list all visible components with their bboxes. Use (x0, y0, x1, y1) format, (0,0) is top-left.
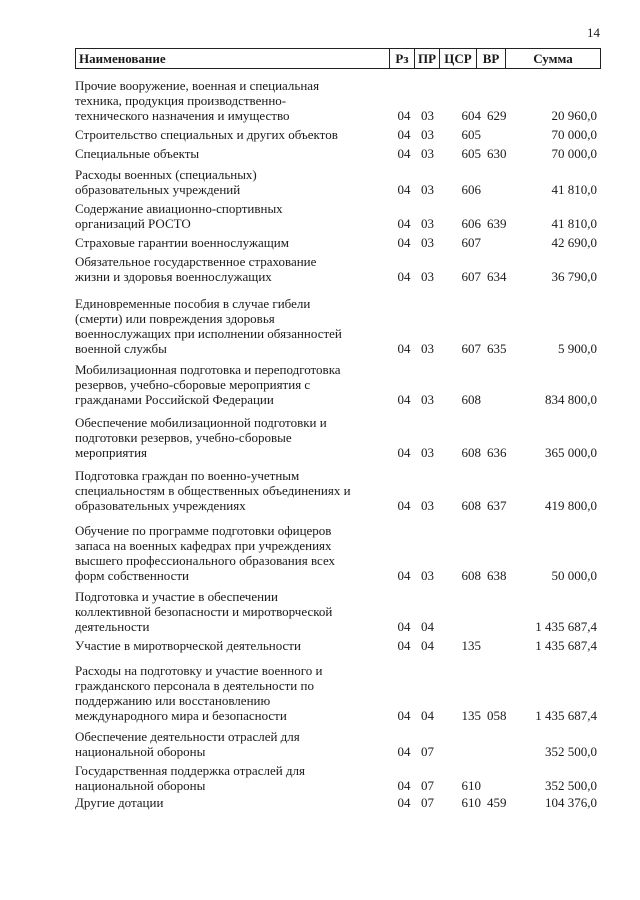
cell-sum: 1 435 687,4 (535, 708, 597, 723)
table-row (75, 589, 601, 634)
cell-pr: 04 (421, 619, 434, 634)
cell-pr: 04 (421, 638, 434, 653)
table-row (75, 729, 601, 759)
cell-rz: 04 (397, 341, 411, 356)
cell-csr: 607 (461, 341, 481, 356)
cell-pr: 04 (421, 708, 434, 723)
cell-sum: 20 960,0 (551, 108, 597, 123)
cell-rz: 04 (397, 392, 411, 407)
table-row (75, 763, 601, 793)
table-row (75, 415, 601, 460)
header-csr: ЦСР (439, 49, 476, 68)
cell-csr: 605 (461, 127, 481, 142)
cell-name: Государственная поддержка отраслей для национальной обороны (75, 763, 306, 793)
cell-vr: 636 (487, 445, 507, 460)
cell-rz: 04 (397, 778, 411, 793)
cell-rz: 04 (397, 744, 411, 759)
cell-csr: 608 (461, 568, 481, 583)
cell-pr: 03 (421, 182, 434, 197)
cell-sum: 50 000,0 (551, 568, 597, 583)
table-row (75, 201, 601, 231)
cell-vr: 637 (487, 498, 507, 513)
cell-csr: 135 (461, 708, 481, 723)
cell-name: Страховые гарантии военнослужащим (75, 235, 289, 250)
cell-sum: 42 690,0 (551, 235, 597, 250)
cell-name: Содержание авиационно-спортивных организаций РОСТО (75, 201, 283, 231)
cell-sum: 834 800,0 (545, 392, 597, 407)
cell-rz: 04 (397, 235, 411, 250)
table-row (75, 167, 601, 197)
header-rz: Рз (389, 49, 414, 68)
cell-vr: 639 (487, 216, 507, 231)
cell-sum: 1 435 687,4 (535, 619, 597, 634)
cell-vr: 630 (487, 146, 507, 161)
cell-sum: 1 435 687,4 (535, 638, 597, 653)
table-row (75, 663, 601, 723)
table-row (75, 795, 601, 810)
cell-name: Другие дотации (75, 795, 164, 810)
header-pr: ПР (414, 49, 439, 68)
cell-vr: 635 (487, 341, 507, 356)
cell-name: Обучение по программе подготовки офицеров запаса на военных кафедрах при учреждениях высшего профессионального образования всех форм собственности (75, 523, 336, 583)
cell-sum: 70 000,0 (551, 146, 597, 161)
table-row (75, 146, 601, 161)
table-row (75, 638, 601, 653)
table-row (75, 296, 601, 356)
cell-sum: 5 900,0 (558, 341, 597, 356)
table-row (75, 362, 601, 407)
cell-rz: 04 (397, 216, 411, 231)
cell-csr: 607 (461, 235, 481, 250)
cell-rz: 04 (397, 127, 411, 142)
cell-rz: 04 (397, 146, 411, 161)
cell-pr: 03 (421, 341, 434, 356)
cell-csr: 604 (461, 108, 481, 123)
cell-pr: 07 (421, 795, 434, 810)
cell-sum: 419 800,0 (545, 498, 597, 513)
header-name: Наименование (79, 50, 166, 66)
table-header (75, 48, 601, 69)
cell-rz: 04 (397, 445, 411, 460)
cell-name: Мобилизационная подготовка и переподготовка резервов, учебно-сборовые мероприятия с гражданами Российской Федерации (75, 362, 341, 407)
table-row (75, 254, 601, 284)
cell-vr: 629 (487, 108, 507, 123)
cell-name: Обеспечение деятельности отраслей для национальной обороны (75, 729, 300, 759)
cell-sum: 352 500,0 (545, 778, 597, 793)
cell-pr: 03 (421, 392, 434, 407)
cell-csr: 608 (461, 498, 481, 513)
cell-pr: 03 (421, 127, 434, 142)
cell-csr: 606 (461, 216, 481, 231)
cell-rz: 04 (397, 638, 411, 653)
cell-rz: 04 (397, 568, 411, 583)
cell-name: Прочие вооружение, военная и специальная техника, продукция производственно- технического назначения и имущество (75, 78, 320, 123)
cell-pr: 03 (421, 235, 434, 250)
cell-pr: 03 (421, 216, 434, 231)
cell-name: Расходы на подготовку и участие военного и гражданского персонала в деятельности по поддержанию или восстановлению международного мира и безопасности (75, 663, 323, 723)
header-vr: ВР (476, 49, 505, 68)
cell-csr: 610 (461, 795, 481, 810)
cell-name: Подготовка граждан по военно-учетным специальностям в общественных объединениях и образовательных учреждениях (75, 468, 351, 513)
table-row (75, 235, 601, 250)
cell-csr: 135 (461, 638, 481, 653)
table-row (75, 78, 601, 123)
cell-pr: 03 (421, 269, 434, 284)
table-body (75, 74, 601, 810)
table-row (75, 523, 601, 583)
cell-pr: 07 (421, 778, 434, 793)
cell-csr: 606 (461, 182, 481, 197)
cell-sum: 36 790,0 (551, 269, 597, 284)
cell-rz: 04 (397, 108, 411, 123)
cell-sum: 70 000,0 (551, 127, 597, 142)
cell-vr: 638 (487, 568, 507, 583)
cell-rz: 04 (397, 182, 411, 197)
cell-csr: 605 (461, 146, 481, 161)
cell-csr: 607 (461, 269, 481, 284)
cell-name: Строительство специальных и других объектов (75, 127, 338, 142)
cell-pr: 03 (421, 568, 434, 583)
cell-name: Единовременные пособия в случае гибели (смерти) или повреждения здоровья военнослужащих при исполнении обязанностей военной службы (75, 296, 342, 356)
cell-csr: 608 (461, 445, 481, 460)
cell-sum: 352 500,0 (545, 744, 597, 759)
cell-pr: 03 (421, 498, 434, 513)
cell-sum: 365 000,0 (545, 445, 597, 460)
cell-vr: 634 (487, 269, 507, 284)
cell-rz: 04 (397, 498, 411, 513)
header-sum: Сумма (505, 49, 600, 68)
table-row (75, 468, 601, 513)
cell-csr: 610 (461, 778, 481, 793)
cell-name: Специальные объекты (75, 146, 200, 161)
cell-csr: 608 (461, 392, 481, 407)
cell-name: Подготовка и участие в обеспечении коллективной безопасности и миротворческой деятельности (75, 589, 333, 634)
cell-rz: 04 (397, 708, 411, 723)
cell-pr: 07 (421, 744, 434, 759)
cell-sum: 104 376,0 (545, 795, 597, 810)
cell-vr: 058 (487, 708, 507, 723)
table-row (75, 127, 601, 142)
cell-pr: 03 (421, 146, 434, 161)
cell-sum: 41 810,0 (551, 216, 597, 231)
cell-pr: 03 (421, 445, 434, 460)
cell-sum: 41 810,0 (551, 182, 597, 197)
cell-rz: 04 (397, 795, 411, 810)
cell-pr: 03 (421, 108, 434, 123)
cell-name: Обеспечение мобилизационной подготовки и подготовки резервов, учебно-сборовые мероприятия (75, 415, 327, 460)
cell-rz: 04 (397, 269, 411, 284)
page-number: 14 (587, 25, 600, 40)
cell-name: Обязательное государственное страхование жизни и здоровья военнослужащих (75, 254, 317, 284)
cell-vr: 459 (487, 795, 507, 810)
cell-name: Расходы военных (специальных) образовательных учреждений (75, 167, 257, 197)
cell-name: Участие в миротворческой деятельности (75, 638, 301, 653)
cell-rz: 04 (397, 619, 411, 634)
